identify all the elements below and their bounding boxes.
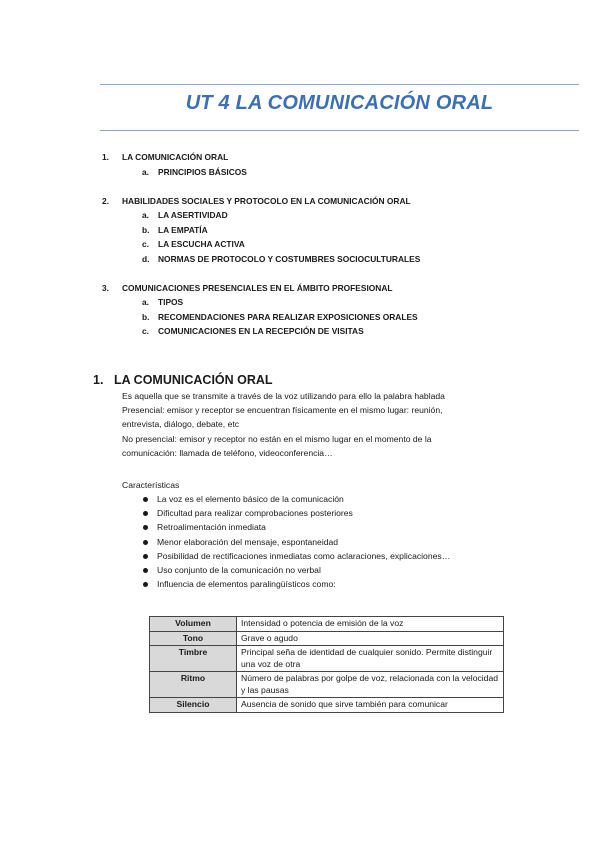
toc-subitem-label: RECOMENDACIONES PARA REALIZAR EXPOSICIONES ORALES [158, 311, 418, 322]
bullet-icon [143, 497, 148, 502]
toc-subitem-label: LA EMPATÍA [158, 224, 208, 235]
section-title: LA COMUNICACIÓN ORAL [114, 373, 273, 387]
toc-subitem-letter: c. [142, 326, 149, 336]
toc-subitem-label: LA ESCUCHA ACTIVA [158, 239, 245, 249]
bullet-icon [143, 554, 148, 559]
toc-subitem-label: TIPOS [158, 297, 184, 307]
toc-subitem-letter: a. [142, 166, 149, 177]
list-item [140, 549, 450, 563]
toc-item-2 [100, 194, 560, 209]
toc-item-3 [100, 281, 560, 296]
bullet-icon [143, 568, 148, 573]
toc-subitem-label: PRINCIPIOS BÁSICOS [158, 166, 247, 177]
toc-subitem-letter: a. [142, 297, 149, 307]
list-item [140, 506, 450, 520]
table-definition-cell: Principal seña de identidad de cualquier sonido. Permite distinguir una voz de otra [237, 646, 504, 672]
paragraph-line: No presencial: emisor y receptor no están en el mismo lugar en el momento de la [122, 433, 432, 444]
list-item-text: Posibilidad de rectificaciones inmediatas como aclaraciones, explicaciones… [157, 550, 451, 561]
table-row [150, 698, 504, 713]
toc-subitem-label: NORMAS DE PROTOCOLO Y COSTUMBRES SOCIOCULTURALES [158, 253, 421, 264]
paragraph-line: entrevista, diálogo, debate, etc [122, 419, 240, 430]
toc-subitem-label: COMUNICACIONES EN LA RECEPCIÓN DE VISITAS [158, 326, 364, 336]
paralinguistic-table [149, 616, 504, 713]
table-term-cell: Tono [150, 631, 237, 646]
list-item-text: Menor elaboración del mensaje, espontaneidad [157, 536, 339, 547]
bullet-icon [143, 511, 148, 516]
paragraph-line: Presencial: emisor y receptor se encuentran físicamente en el mismo lugar: reunión, [122, 405, 443, 416]
list-item-text: La voz es el elemento básico de la comunicación [157, 494, 344, 504]
bullet-icon [143, 525, 148, 530]
characteristics-list [140, 492, 450, 591]
toc-subitem-label: LA ASERTIVIDAD [158, 210, 228, 220]
toc-subitem [100, 165, 560, 180]
section-number: 1. [93, 373, 104, 387]
toc-subitem [100, 310, 560, 325]
toc-subitem-letter: c. [142, 239, 149, 249]
title-bottom-rule [100, 130, 579, 131]
toc-label: COMUNICACIONES PRESENCIALES EN EL ÁMBITO PROFESIONAL [122, 282, 393, 293]
list-item [140, 577, 450, 591]
paragraph-line: comunicación: llamada de teléfono, videoconferencia… [122, 447, 333, 458]
toc-subitem-letter: a. [142, 210, 149, 220]
section-heading [93, 373, 273, 387]
characteristics-label: Características [122, 480, 180, 490]
list-item [140, 563, 450, 577]
table-definition-cell: Intensidad o potencia de emisión de la voz [237, 617, 504, 632]
table-definition-cell: Número de palabras por golpe de voz, relacionada con la velocidad y las pausas [237, 672, 504, 698]
table-row [150, 617, 504, 632]
toc-number: 1. [102, 152, 109, 162]
section-paragraph [122, 389, 562, 460]
table-term-cell: Silencio [150, 698, 237, 713]
toc-subitem [100, 324, 560, 339]
toc-subitem [100, 237, 560, 252]
list-item [140, 535, 450, 549]
paragraph-line: Es aquella que se transmite a través de la voz utilizando para ello la palabra hablada [122, 391, 445, 401]
list-item-text: Uso conjunto de la comunicación no verbal [157, 564, 321, 575]
toc-subitem-letter: d. [142, 253, 150, 264]
toc-number: 2. [102, 195, 109, 206]
table-term-cell: Volumen [150, 617, 237, 632]
toc-spacer [100, 179, 560, 194]
list-item [140, 492, 450, 506]
bullet-icon [143, 582, 148, 587]
table-definition-cell: Grave o agudo [237, 631, 504, 646]
toc-subitem [100, 252, 560, 267]
list-item-text: Influencia de elementos paralingüísticos como: [157, 579, 336, 590]
page-title: UT 4 LA COMUNICACIÓN ORAL [185, 92, 494, 114]
toc-item-1 [100, 150, 560, 165]
table-row [150, 631, 504, 646]
toc-subitem [100, 223, 560, 238]
table-row [150, 646, 504, 672]
table-of-contents [100, 150, 560, 339]
bullet-icon [143, 540, 148, 545]
toc-label: HABILIDADES SOCIALES Y PROTOCOLO EN LA COMUNICACIÓN ORAL [122, 195, 411, 206]
toc-subitem-letter: b. [142, 224, 150, 235]
toc-subitem [100, 208, 560, 223]
toc-label: LA COMUNICACIÓN ORAL [122, 152, 229, 162]
toc-spacer [100, 266, 560, 281]
table-row [150, 672, 504, 698]
table-definition-cell: Ausencia de sonido que sirve también para comunicar [237, 698, 504, 713]
toc-number: 3. [102, 282, 109, 293]
toc-subitem [100, 295, 560, 310]
table-term-cell: Timbre [150, 646, 237, 672]
list-item-text: Retroalimentación inmediata [157, 522, 266, 533]
toc-subitem-letter: b. [142, 311, 150, 322]
list-item [140, 520, 450, 534]
list-item-text: Dificultad para realizar comprobaciones posteriores [157, 508, 353, 519]
title-top-rule [100, 84, 579, 85]
table-term-cell: Ritmo [150, 672, 237, 698]
